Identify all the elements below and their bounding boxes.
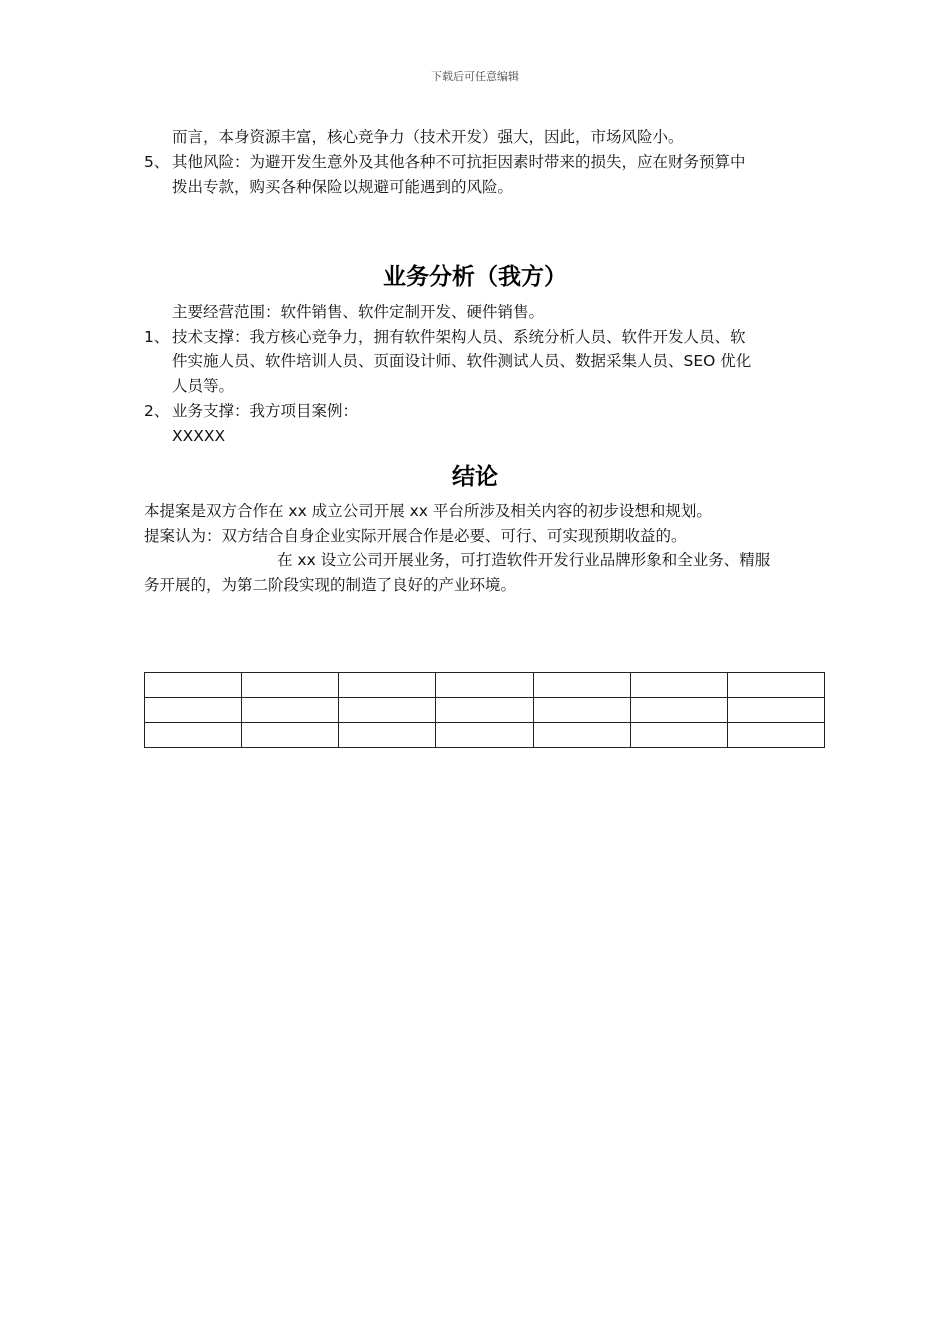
item-number-5: 5、 [144,153,170,171]
table-cell [145,723,242,748]
table-cell [145,698,242,723]
table-row [145,673,825,698]
table-cell [339,723,436,748]
conclusion-p3-line1: 在 xx 设立公司开展业务，可打造软件开发行业品牌形象和全业务、精服 [277,551,771,569]
item1-line1: 技术支撑：我方核心竞争力，拥有软件架构人员、系统分析人员、软件开发人员、软 [172,328,746,346]
business-heading: 业务分析（我方） [383,264,567,290]
page-header: 下载后可任意编辑 [431,70,519,83]
item5-line2: 拨出专款，购买各种保险以规避可能遇到的风险。 [172,178,514,196]
item5-line1: 其他风险：为避开发生意外及其他各种不可抗拒因素时带来的损失，应在财务预算中 [172,153,746,171]
table-cell [436,698,533,723]
conclusion-p3-line2: 务开展的，为第二阶段实现的制造了良好的产业环境。 [144,576,517,594]
table-cell [242,723,339,748]
table-cell [727,723,824,748]
table-cell [630,723,727,748]
table-row [145,723,825,748]
table-cell [145,673,242,698]
empty-table [144,672,825,748]
table-cell [533,673,630,698]
table-cell [727,698,824,723]
business-scope: 主要经营范围：软件销售、软件定制开发、硬件销售。 [172,303,545,321]
risk-continued-line: 而言，本身资源丰富，核心竞争力（技术开发）强大，因此，市场风险小。 [172,128,684,146]
table-cell [242,673,339,698]
table-cell [242,698,339,723]
item-number-2: 2、 [144,402,170,420]
conclusion-heading: 结论 [452,464,498,490]
item2-line1: 业务支撑：我方项目案例： [172,402,359,420]
table-cell [533,723,630,748]
conclusion-p1: 本提案是双方合作在 xx 成立公司开展 xx 平台所涉及相关内容的初步设想和规划。 [144,502,712,520]
table-cell [630,673,727,698]
table-cell [339,673,436,698]
table-cell [339,698,436,723]
item-number-1: 1、 [144,328,170,346]
item1-line3: 人员等。 [172,377,235,395]
conclusion-p2: 提案认为：双方结合自身企业实际开展合作是必要、可行、可实现预期收益的。 [144,527,687,545]
table-cell [630,698,727,723]
item1-line2: 件实施人员、软件培训人员、页面设计师、软件测试人员、数据采集人员、SEO 优化 [172,352,752,370]
table-cell [436,673,533,698]
table-cell [436,723,533,748]
item2-line2: XXXXX [172,427,226,445]
table-cell [533,698,630,723]
table-cell [727,673,824,698]
table-row [145,698,825,723]
